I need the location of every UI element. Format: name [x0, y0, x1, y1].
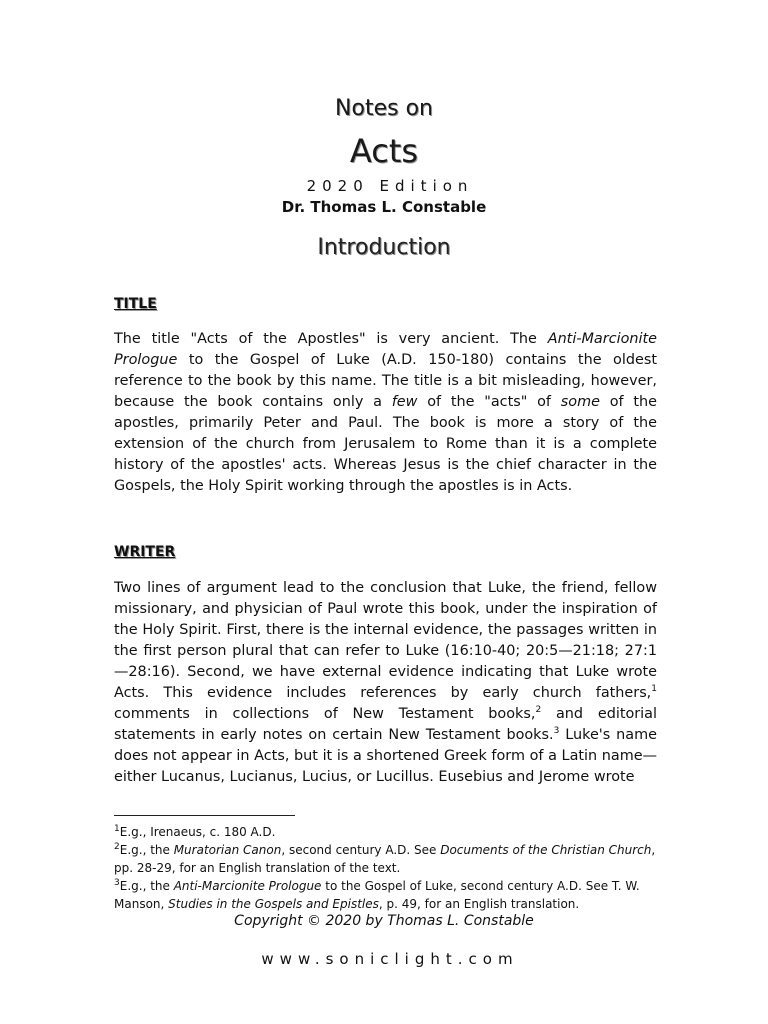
title-section-heading: TITLE — [114, 296, 157, 312]
title-section-heading-wrap — [114, 296, 657, 312]
italic-run: some — [560, 394, 600, 410]
writer-section — [114, 578, 657, 788]
author-name: Dr. Thomas L. Constable — [281, 198, 487, 216]
footnote-divider — [114, 815, 295, 816]
italic-run: few — [391, 394, 418, 410]
writer-section-heading: WRITER — [114, 544, 176, 560]
footnote-text: E.g., Irenaeus, c. 180 A.D. — [119, 825, 276, 839]
text-run: to the Gospel of Luke (A.D. 150-180) contains the oldest reference to the book by this name. The title is a bit misleading, however, because the book contains only a — [114, 352, 657, 410]
footnote-text: to the Gospel of Luke, second century A.D. See T. W. Manson, — [114, 879, 640, 911]
text-run: Luke's name does not appear in Acts, but it is a shortened Greek form of a Latin name—either Lucanus, Lucianus, Lucius, or Lucillus. Eusebius and Jerome wrote — [114, 727, 657, 785]
edition-label: 2020 Edition — [306, 177, 474, 195]
footnote-number: 3 — [114, 878, 120, 888]
text-run: of the apostles, primarily Peter and Paul. The book is more a story of the extension of the church from Jerusalem to Rome than it is a complete history of the apostles' acts. Whereas Jesus is the chief character in the Gospels, the Holy Spirit working through the apostles is in Acts. — [114, 394, 657, 494]
footnote-italic: Anti-Marcionite Prologue — [173, 879, 322, 893]
footnote-text: E.g., the — [119, 879, 174, 893]
footnote-number: 1 — [114, 824, 120, 834]
footnote-text: , second century A.D. See — [281, 843, 441, 857]
title-section — [114, 329, 657, 497]
footnote-2 — [114, 841, 674, 877]
introduction-heading: Introduction — [317, 235, 451, 260]
copyright-notice: Copyright © 2020 by Thomas L. Constable — [234, 913, 534, 929]
footnote-italic: Muratorian Canon — [173, 843, 282, 857]
website-url[interactable]: www.soniclight.com — [261, 950, 519, 968]
footnote-ref-2[interactable]: 2 — [535, 705, 542, 716]
footnote-ref-1[interactable]: 1 — [651, 684, 657, 695]
writer-section-heading-wrap — [114, 544, 657, 560]
text-run: comments in collections of New Testament books, — [114, 706, 536, 722]
title-paragraph — [114, 329, 657, 497]
notes-on-heading: Notes on — [335, 96, 433, 121]
footnote-italic: Studies in the Gospels and Epistles — [168, 897, 379, 911]
book-title: Acts — [349, 132, 419, 170]
footnote-3 — [114, 877, 674, 913]
footnote-text: E.g., the — [119, 843, 174, 857]
footnote-number: 2 — [114, 842, 120, 852]
footnote-ref-3[interactable]: 3 — [553, 726, 560, 737]
footnote-italic: Documents of the Christian Church — [440, 843, 652, 857]
writer-paragraph — [114, 578, 657, 788]
footnote-text: , p. 49, for an English translation. — [378, 897, 580, 911]
italic-run: Anti-Marcionite Prologue — [114, 331, 657, 368]
footnote-text: , pp. 28-29, for an English translation of the text. — [114, 843, 656, 875]
text-run: and editorial statements in early notes on certain New Testament books. — [114, 706, 658, 743]
footnote-1 — [114, 823, 674, 841]
text-run: Two lines of argument lead to the conclusion that Luke, the friend, fellow missionary, and physician of Paul wrote this book, under the inspiration of the Holy Spirit. First, there is the internal evidence, the passages written in the first person plural that can refer to Luke (16:10-40; 20:5—21:18; 27:1—28:16). Second, we have external evidence indicating that Luke wrote Acts. This evidence includes references by early church fathers, — [114, 580, 657, 701]
text-run: The title "Acts of the Apostles" is very ancient. The — [114, 331, 548, 347]
footnotes — [114, 823, 674, 913]
text-run: of the "acts" of — [417, 394, 561, 410]
